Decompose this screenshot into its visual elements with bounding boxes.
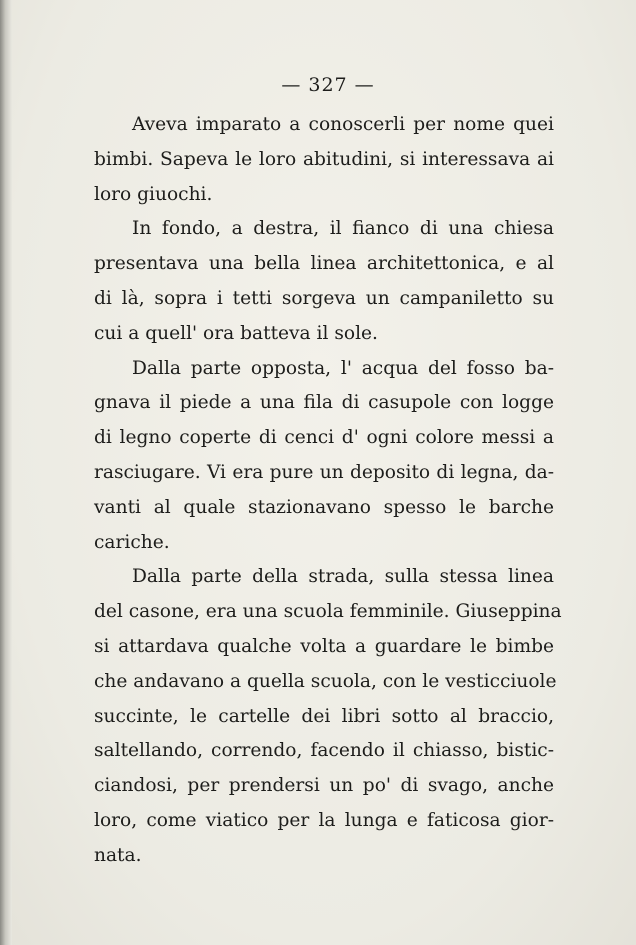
text-line: rasciugare. Vi era pure un deposito di legna, da- [94, 461, 554, 483]
text-line: di là, sopra i tetti sorgeva un campaniletto su [94, 287, 554, 309]
text-line: Dalla parte della strada, sulla stessa linea [132, 566, 554, 588]
text-line: Aveva imparato a conoscerli per nome quei [132, 114, 554, 135]
text-line: nata. [94, 844, 142, 866]
text-line: cui a quell' ora batteva il sole. [94, 322, 378, 344]
text-line: gnava il piede a una fila di casupole con logge [94, 392, 554, 414]
page-number: — 327 — [281, 74, 375, 96]
text-line: che andavano a quella scuola, con le vesticciuole [94, 670, 557, 692]
text-line: ciandosi, per prendersi un po' di svago, anche [94, 775, 554, 797]
text-line: del casone, era una scuola femminile. Giuseppina [94, 601, 562, 623]
paragraph-4 [94, 560, 562, 873]
text-line: succinte, le cartelle dei libri sotto al braccio, [94, 705, 554, 727]
text-line: Dalla parte opposta, l' acqua del fosso ba- [132, 357, 554, 379]
paragraph-1 [94, 108, 554, 212]
text-line: cariche. [94, 531, 170, 553]
text-line: vanti al quale stazionavano spesso le barche [94, 496, 554, 518]
text-line: loro, come viatico per la lunga e faticosa gior- [94, 809, 554, 831]
paragraph-3 [94, 352, 554, 561]
text-line: loro giuochi. [94, 183, 213, 205]
text-line: presentava una bella linea architettonica, e al [94, 253, 554, 275]
body-text [94, 108, 562, 874]
text-line: bimbi. Sapeva le loro abitudini, si interessava ai [94, 148, 554, 170]
page-gutter-shadow [0, 0, 12, 945]
text-line: saltellando, correndo, facendo il chiasso, bistic- [94, 740, 554, 762]
text-line: di legno coperte di cenci d' ogni colore messi a [94, 427, 554, 449]
text-line: In fondo, a destra, il fianco di una chiesa [132, 218, 554, 240]
text-line: si attardava qualche volta a guardare le bimbe [94, 635, 554, 657]
paragraph-2 [94, 212, 554, 351]
